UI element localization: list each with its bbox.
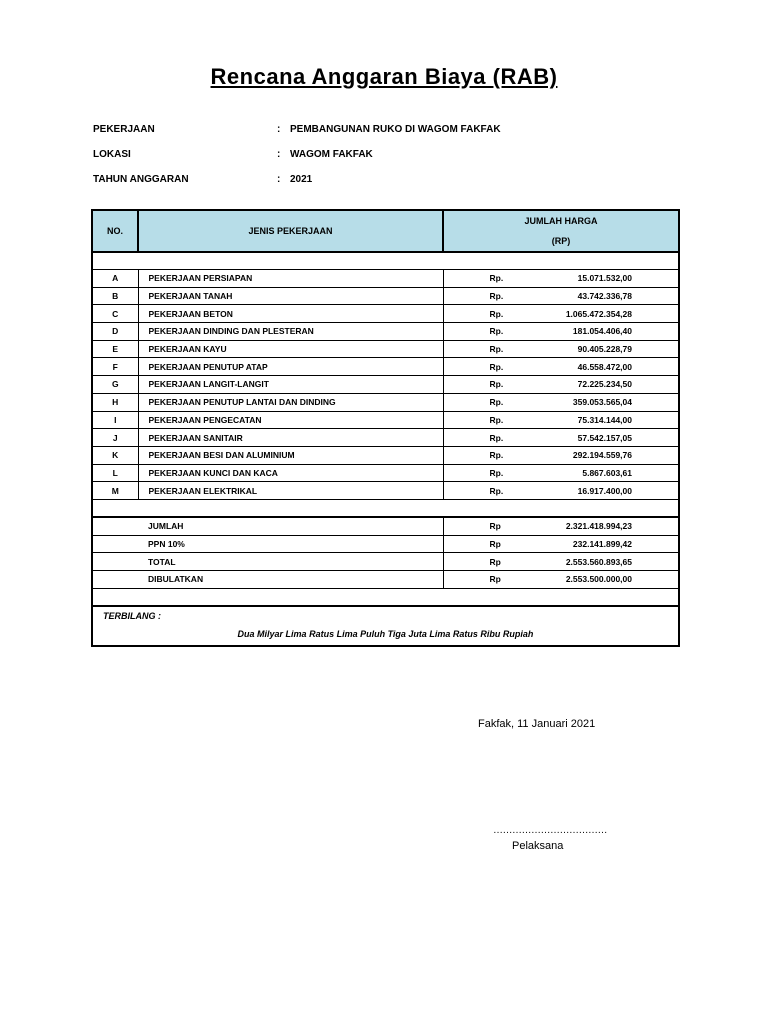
row-no: L [92, 464, 138, 482]
terbilang-row [92, 606, 679, 646]
row-jenis: PEKERJAAN PERSIAPAN [138, 270, 443, 288]
header-no: NO. [92, 210, 138, 252]
row-amount: 57.542.157,05 [577, 432, 632, 443]
row-amount-cell [443, 270, 679, 288]
summary-amount: 232.141.899,42 [572, 538, 632, 549]
header-jumlah-harga [443, 210, 679, 252]
row-amount: 16.917.400,00 [577, 485, 632, 496]
row-amount: 43.742.336,78 [577, 291, 632, 302]
row-amount-cell [443, 411, 679, 429]
currency-label: Rp. [489, 414, 504, 425]
document-title: Rencana Anggaran Biaya (RAB) [210, 64, 558, 89]
summary-amount: 2.553.560.893,65 [565, 556, 632, 567]
row-amount: 1.065.472.354,28 [565, 308, 632, 319]
info-colon: : [277, 174, 281, 185]
currency-label: Rp. [489, 308, 504, 319]
summary-amount-cell [443, 553, 679, 571]
currency-label: Rp. [489, 379, 504, 390]
currency-label: Rp. [489, 344, 504, 355]
info-value: PEMBANGUNAN RUKO DI WAGOM FAKFAK [290, 124, 501, 135]
table-row [92, 393, 679, 411]
row-jenis: PEKERJAAN PENGECATAN [138, 411, 443, 429]
summary-label: TOTAL [138, 553, 443, 571]
header-jumlah-label: JUMLAH HARGA [524, 216, 598, 226]
row-amount-cell [443, 305, 679, 323]
table-row [92, 482, 679, 500]
row-no: A [92, 270, 138, 288]
row-no: D [92, 323, 138, 341]
place-date: Fakfak, 11 Januari 2021 [478, 718, 596, 730]
row-no: I [92, 411, 138, 429]
row-amount: 181.054.406,40 [572, 326, 632, 337]
terbilang-value: Dua Milyar Lima Ratus Lima Puluh Tiga Juta Lima Ratus Ribu Rupiah [237, 628, 534, 639]
row-jenis: PEKERJAAN DINDING DAN PLESTERAN [138, 323, 443, 341]
table-row [92, 287, 679, 305]
currency-label: Rp [489, 521, 501, 532]
row-amount: 359.053.565,04 [572, 397, 632, 408]
signature-line: ……………………………… [493, 825, 607, 836]
row-amount: 90.405.228,79 [577, 344, 632, 355]
summary-label: DIBULATKAN [138, 571, 443, 589]
row-amount-cell [443, 446, 679, 464]
currency-label: Rp. [489, 450, 504, 461]
summary-amount-cell [443, 535, 679, 553]
row-no: M [92, 482, 138, 500]
row-amount: 5.867.603,61 [582, 467, 632, 478]
summary-blank [92, 517, 138, 535]
row-jenis: PEKERJAAN ELEKTRIKAL [138, 482, 443, 500]
currency-label: Rp. [489, 273, 504, 284]
summary-row-dibulatkan [92, 571, 679, 589]
summary-label: PPN 10% [138, 535, 443, 553]
row-no: B [92, 287, 138, 305]
currency-label: Rp [489, 556, 501, 567]
row-jenis: PEKERJAAN PENUTUP ATAP [138, 358, 443, 376]
spacer-row [92, 499, 679, 517]
row-amount-cell [443, 323, 679, 341]
summary-amount: 2.321.418.994,23 [565, 521, 632, 532]
terbilang-cell [92, 606, 679, 646]
info-colon: : [277, 149, 281, 160]
row-amount: 46.558.472,00 [577, 361, 632, 372]
table-row [92, 464, 679, 482]
table-header-row [92, 210, 679, 252]
table-row [92, 340, 679, 358]
row-amount: 72.225.234,50 [577, 379, 632, 390]
info-value: WAGOM FAKFAK [290, 149, 373, 160]
row-jenis: PEKERJAAN BETON [138, 305, 443, 323]
row-no: H [92, 393, 138, 411]
currency-label: Rp. [489, 485, 504, 496]
currency-label: Rp. [489, 397, 504, 408]
terbilang-label: TERBILANG : [103, 610, 161, 621]
summary-blank [92, 535, 138, 553]
info-colon: : [277, 124, 281, 135]
info-label: LOKASI [93, 149, 131, 160]
summary-blank [92, 553, 138, 571]
row-amount-cell [443, 482, 679, 500]
row-amount-cell [443, 376, 679, 394]
spacer-row [92, 588, 679, 606]
summary-label: JUMLAH [138, 517, 443, 535]
summary-amount-cell [443, 571, 679, 589]
spacer-row [92, 252, 679, 270]
table-row [92, 323, 679, 341]
row-no: G [92, 376, 138, 394]
row-amount-cell [443, 287, 679, 305]
info-label: PEKERJAAN [93, 124, 155, 135]
row-amount: 15.071.532,00 [577, 273, 632, 284]
rab-table [91, 209, 680, 647]
summary-row-total [92, 553, 679, 571]
table-row [92, 429, 679, 447]
row-no: E [92, 340, 138, 358]
table-row [92, 376, 679, 394]
row-amount-cell [443, 429, 679, 447]
table-row [92, 270, 679, 288]
header-unit-label: (RP) [551, 236, 571, 246]
row-no: K [92, 446, 138, 464]
info-value: 2021 [290, 174, 313, 185]
row-amount-cell [443, 358, 679, 376]
row-jenis: PEKERJAAN BESI DAN ALUMINIUM [138, 446, 443, 464]
signature-role: Pelaksana [512, 840, 564, 852]
table-row [92, 305, 679, 323]
currency-label: Rp. [489, 467, 504, 478]
row-no: F [92, 358, 138, 376]
currency-label: Rp. [489, 291, 504, 302]
row-jenis: PEKERJAAN PENUTUP LANTAI DAN DINDING [138, 393, 443, 411]
summary-amount-cell [443, 517, 679, 535]
currency-label: Rp [489, 574, 501, 585]
row-amount-cell [443, 340, 679, 358]
table-row [92, 446, 679, 464]
row-amount: 292.194.559,76 [572, 450, 632, 461]
currency-label: Rp. [489, 326, 504, 337]
row-amount: 75.314.144,00 [577, 414, 632, 425]
table-row [92, 411, 679, 429]
row-no: J [92, 429, 138, 447]
row-jenis: PEKERJAAN TANAH [138, 287, 443, 305]
row-jenis: PEKERJAAN KAYU [138, 340, 443, 358]
summary-blank [92, 571, 138, 589]
summary-amount: 2.553.500.000,00 [565, 574, 632, 585]
row-amount-cell [443, 464, 679, 482]
row-no: C [92, 305, 138, 323]
summary-row-ppn [92, 535, 679, 553]
table-row [92, 358, 679, 376]
header-jenis-pekerjaan: JENIS PEKERJAAN [138, 210, 443, 252]
row-jenis: PEKERJAAN KUNCI DAN KACA [138, 464, 443, 482]
info-label: TAHUN ANGGARAN [93, 174, 189, 185]
row-amount-cell [443, 393, 679, 411]
currency-label: Rp [489, 538, 501, 549]
row-jenis: PEKERJAAN LANGIT-LANGIT [138, 376, 443, 394]
summary-row-jumlah [92, 517, 679, 535]
currency-label: Rp. [489, 361, 504, 372]
row-jenis: PEKERJAAN SANITAIR [138, 429, 443, 447]
currency-label: Rp. [489, 432, 504, 443]
